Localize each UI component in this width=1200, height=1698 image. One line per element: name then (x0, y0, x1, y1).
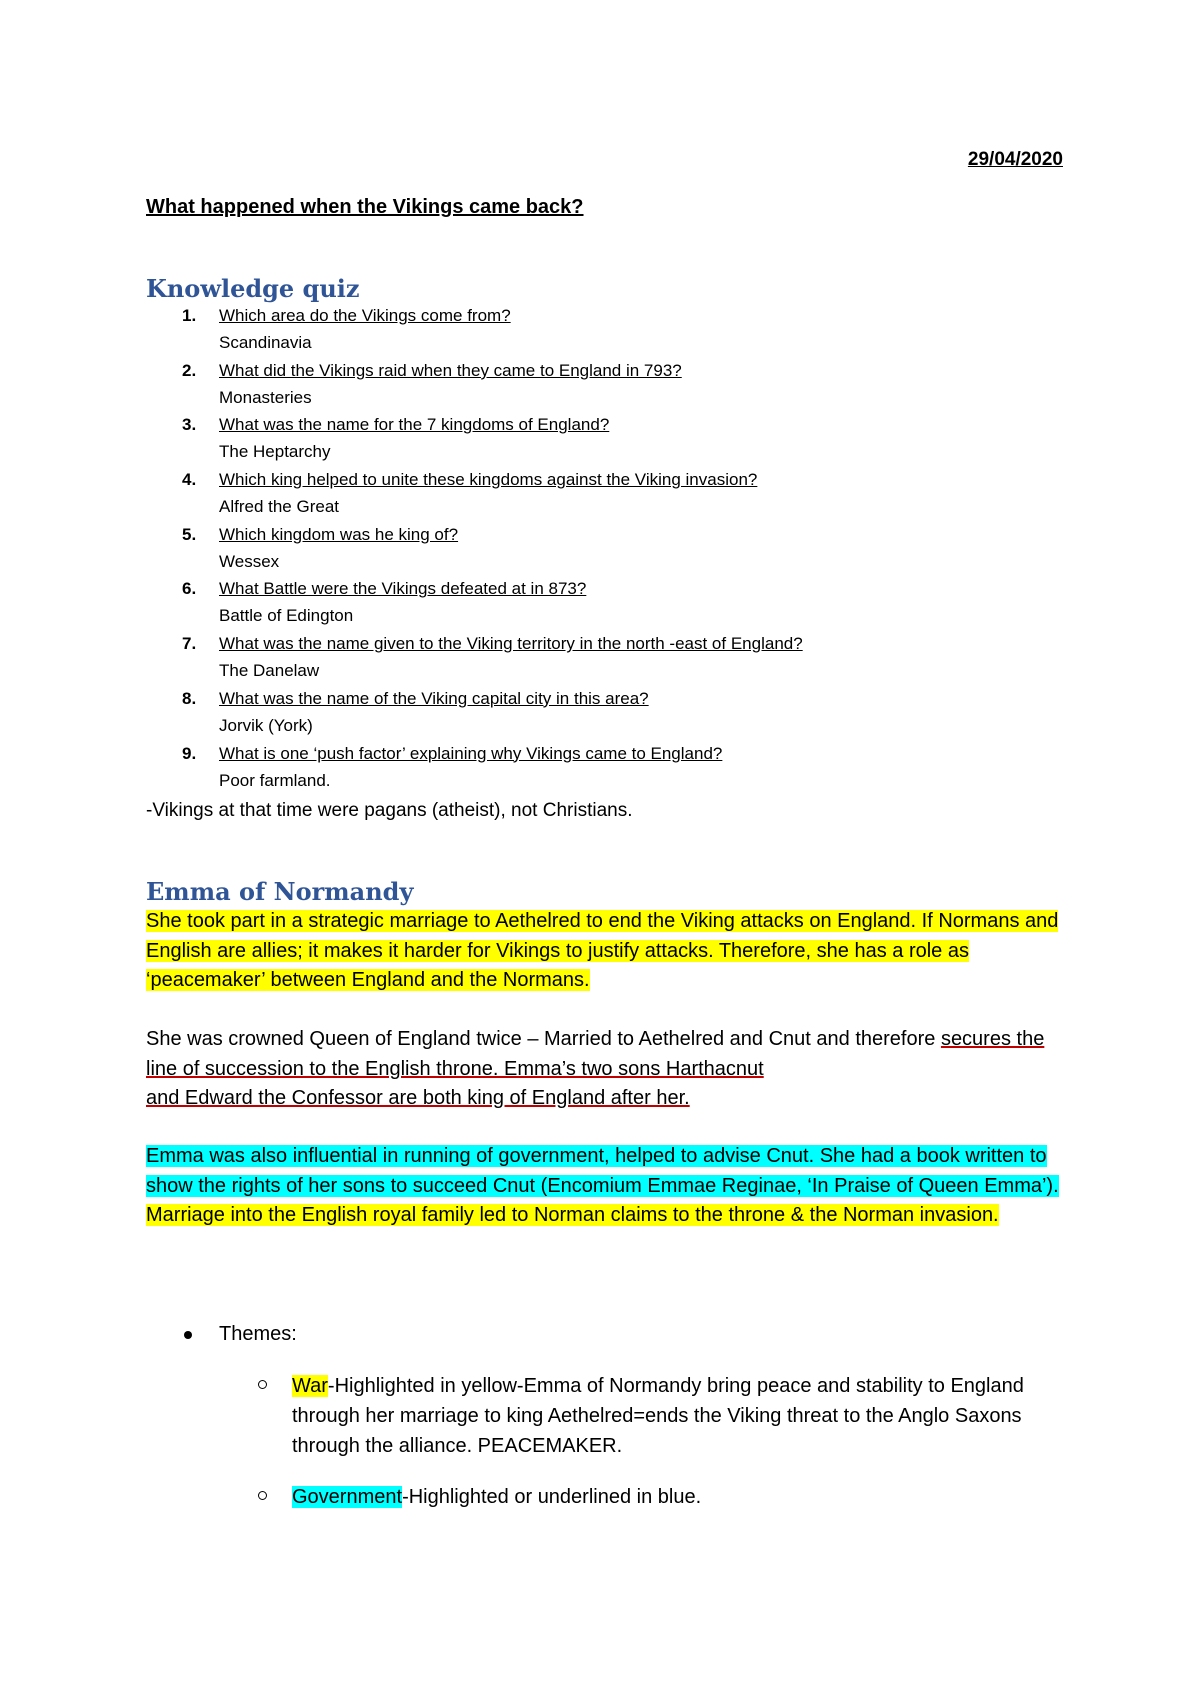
war-highlight: She took part in a strategic marriage to Aethelred to end the Viking attacks on England. If Normans and English are allies; it makes it harder for Vikings to justify attacks. Therefore, she has a role as ‘peacemaker’ between England and the Normans. (146, 910, 1059, 991)
war-highlight-2: Marriage into the English royal family led to Norman claims to the throne & the Norman invasion. (146, 1204, 999, 1226)
quiz-item (146, 470, 1046, 525)
quiz-number: 2. (182, 360, 197, 380)
page-title: What happened when the Vikings came back? (146, 196, 584, 218)
war-description: -Highlighted in yellow-Emma of Normandy bring peace and stability to England through her marriage to king Aethelred=ends the Viking threat to the Anglo Saxons through the alliance. PEACEMAKER. (292, 1375, 1024, 1457)
quiz-number: 9. (182, 743, 197, 763)
government-description: -Highlighted or underlined in blue. (402, 1486, 702, 1508)
circle-bullet-icon (258, 1491, 267, 1500)
quiz-item (146, 306, 1046, 361)
quiz-answer: Wessex (219, 551, 280, 571)
quiz-number: 6. (182, 579, 197, 599)
quiz-answer: Monasteries (219, 387, 312, 407)
succession-underline-1: secures the line of succession to the English throne. Emma’s two sons Harthacnut (146, 1028, 1045, 1080)
quiz-item (146, 361, 1046, 416)
quiz-item (146, 415, 1046, 470)
date-label: 29/04/2020 (967, 149, 1063, 170)
quiz-number: 7. (182, 634, 197, 654)
quiz-answer: The Heptarchy (219, 442, 331, 462)
quiz-question: What was the name for the 7 kingdoms of England? (219, 415, 610, 435)
quiz-item (146, 689, 1046, 744)
quiz-number: 4. (182, 470, 197, 490)
theme-war-item (146, 1371, 1076, 1461)
government-highlight: Emma was also influential in running of government, helped to advise Cnut. She had a book written to show the rights of her sons to succeed Cnut (Encomium Emmae Reginae, ‘In Praise of Queen Emma’). (146, 1145, 1059, 1197)
quiz-question: Which kingdom was he king of? (219, 524, 459, 544)
circle-bullet-icon (258, 1380, 267, 1389)
quiz-number: 5. (182, 524, 197, 544)
quiz-number: 8. (182, 688, 197, 708)
quiz-number: 3. (182, 415, 197, 435)
quiz-note: -Vikings at that time were pagans (atheist), not Christians. (146, 800, 633, 821)
theme-government-item (146, 1482, 1076, 1512)
quiz-question: Which area do the Vikings come from? (219, 306, 511, 325)
quiz-item (146, 634, 1046, 689)
knowledge-quiz-heading: Knowledge quiz (146, 274, 360, 303)
quiz-answer: The Danelaw (219, 661, 320, 681)
quiz-item (146, 525, 1046, 580)
quiz-answer: Poor farmland. (219, 770, 331, 790)
quiz-question: What Battle were the Vikings defeated at in 873? (219, 579, 587, 599)
themes-label: Themes: (219, 1323, 297, 1345)
quiz-question: What was the name of the Viking capital city in this area? (219, 688, 649, 708)
quiz-question: What was the name given to the Viking territory in the north -east of England? (219, 634, 803, 654)
quiz-answer: Battle of Edington (219, 606, 354, 626)
quiz-question: Which king helped to unite these kingdoms against the Viking invasion? (219, 470, 758, 490)
emma-paragraph-1 (146, 907, 1071, 996)
quiz-question: What did the Vikings raid when they came to England in 793? (219, 360, 682, 380)
quiz-answer: Alfred the Great (219, 497, 340, 517)
quiz-list (146, 306, 1046, 798)
quiz-number: 1. (182, 306, 197, 325)
government-label: Government (292, 1486, 403, 1508)
emma-paragraph-3 (146, 1142, 1071, 1231)
quiz-answer: Jorvik (York) (219, 715, 313, 735)
succession-underline-2: and Edward the Confessor are both king of England after her. (146, 1087, 690, 1109)
war-label: War (292, 1375, 328, 1397)
bullet-icon (184, 1331, 192, 1339)
quiz-item (146, 744, 1046, 799)
quiz-question: What is one ‘push factor’ explaining why Vikings came to England? (219, 743, 723, 763)
succession-intro: She was crowned Queen of England twice – Married to Aethelred and Cnut and therefore (146, 1028, 941, 1050)
emma-paragraph-2 (146, 1025, 1071, 1114)
quiz-answer: Scandinavia (219, 333, 312, 352)
quiz-item (146, 579, 1046, 634)
emma-heading: Emma of Normandy (146, 877, 414, 906)
